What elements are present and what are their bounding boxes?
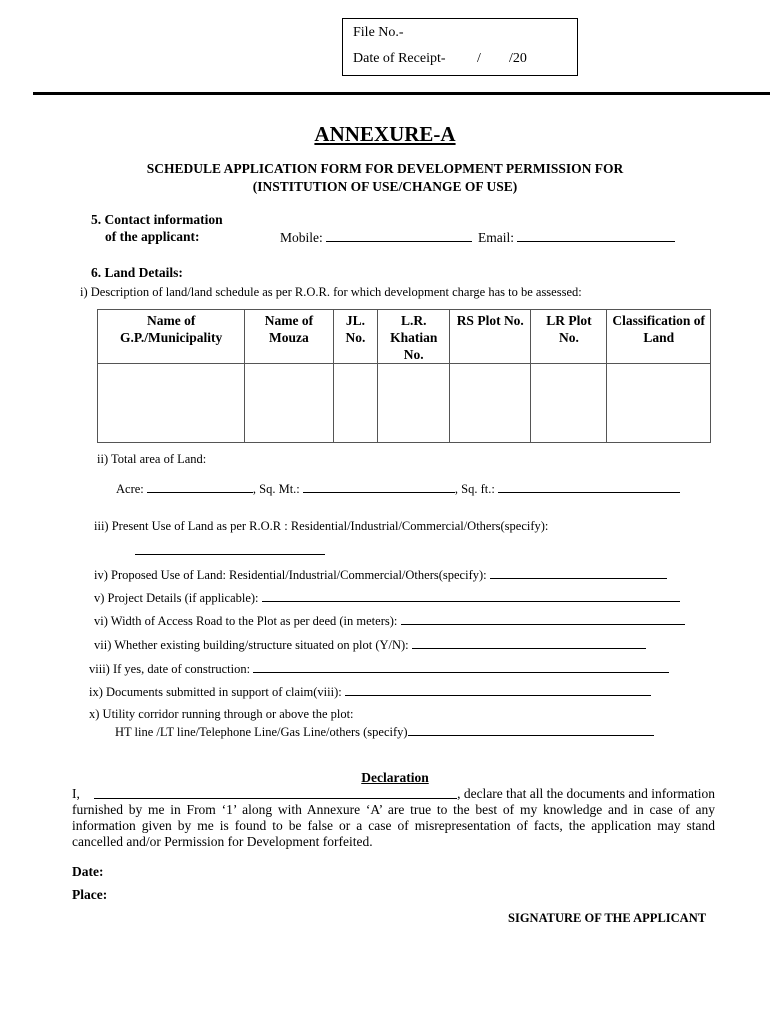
sqmt-line[interactable] <box>303 480 455 493</box>
email-field[interactable] <box>478 229 675 246</box>
sqmt-label: , Sq. Mt.: <box>252 482 300 496</box>
table-row[interactable] <box>98 364 711 443</box>
cell-lr-plot-no[interactable] <box>531 364 607 443</box>
col-classification: Classification of Land <box>607 310 711 364</box>
declaration-first-line <box>72 786 715 802</box>
land-description: i) Description of land/land schedule as per R.O.R. for which development charge has to be assessed: <box>80 285 582 299</box>
total-area-label: ii) Total area of Land: <box>97 452 207 466</box>
acre-label: Acre: <box>116 482 144 496</box>
place-label: Place: <box>72 887 108 902</box>
proposed-use-field[interactable] <box>94 566 667 583</box>
col-mouza: Name of Mouza <box>245 310 333 364</box>
mobile-line[interactable] <box>326 229 472 242</box>
contact-heading-1: 5. Contact information <box>91 212 223 227</box>
file-info-box <box>342 18 578 76</box>
utility-field[interactable] <box>115 723 654 740</box>
cell-jl-no[interactable] <box>333 364 378 443</box>
access-road-line[interactable] <box>401 612 685 625</box>
date-slash: / <box>477 51 481 66</box>
cell-gp-municipality[interactable] <box>98 364 245 443</box>
project-details-label: v) Project Details (if applicable): <box>94 591 259 605</box>
email-label: Email: <box>478 230 514 245</box>
file-no-label: File No.- <box>353 25 404 40</box>
date-year: /20 <box>509 51 527 66</box>
col-khatian-no: L.R. Khatian No. <box>378 310 450 364</box>
contact-heading-2: of the applicant: <box>105 229 200 244</box>
mobile-label: Mobile: <box>280 230 323 245</box>
project-details-line[interactable] <box>262 589 680 602</box>
construction-date-line[interactable] <box>253 660 669 673</box>
documents-field[interactable] <box>89 683 651 700</box>
cell-mouza[interactable] <box>245 364 333 443</box>
sqft-label: , Sq. ft.: <box>454 482 495 496</box>
documents-line[interactable] <box>345 683 651 696</box>
present-use-line[interactable] <box>135 542 325 555</box>
signature-label: SIGNATURE OF THE APPLICANT <box>508 911 707 925</box>
header-rule <box>33 92 770 95</box>
land-heading: 6. Land Details: <box>91 265 183 280</box>
documents-label: ix) Documents submitted in support of claim(viii): <box>89 685 342 699</box>
acre-line[interactable] <box>147 480 253 493</box>
declaration-text <box>72 786 715 850</box>
utility-label: HT line /LT line/Telephone Line/Gas Line/others (specify) <box>115 725 408 739</box>
declaration-prefix: I, <box>72 786 80 801</box>
cell-khatian-no[interactable] <box>378 364 450 443</box>
declaration-body: furnished by me in From ‘1’ along with Annexure ‘A’ are true to the best of my knowledge and in case of any information given by me is found to be false or a case of misrepresentation of facts, the application may stand cancelled and/or Permission for Development forfeited. <box>72 802 715 849</box>
land-schedule-table <box>97 309 711 443</box>
date-of-receipt-label: Date of Receipt- <box>353 51 446 66</box>
project-details-field[interactable] <box>94 589 680 606</box>
col-lr-plot-no: LR Plot No. <box>531 310 607 364</box>
email-line[interactable] <box>517 229 675 242</box>
construction-date-field[interactable] <box>89 660 669 677</box>
existing-building-label: vii) Whether existing building/structure situated on plot (Y/N): <box>94 638 409 652</box>
col-gp-municipality: Name of G.P./Municipality <box>98 310 245 364</box>
cell-classification[interactable] <box>607 364 711 443</box>
subtitle-line-2: (INSTITUTION OF USE/CHANGE OF USE) <box>252 179 518 194</box>
date-label: Date: <box>72 864 104 879</box>
cell-rs-plot-no[interactable] <box>450 364 531 443</box>
existing-building-line[interactable] <box>412 636 646 649</box>
present-use-label: iii) Present Use of Land as per R.O.R : Residential/Industrial/Commercial/Others(specify): <box>94 519 549 533</box>
mobile-field[interactable] <box>280 229 472 246</box>
proposed-use-label: iv) Proposed Use of Land: Residential/Industrial/Commercial/Others(specify): <box>94 568 487 582</box>
col-rs-plot-no: RS Plot No. <box>450 310 531 364</box>
proposed-use-line[interactable] <box>490 566 667 579</box>
form-subtitle <box>0 160 770 196</box>
construction-date-label: viii) If yes, date of construction: <box>89 662 251 676</box>
existing-building-field[interactable] <box>94 636 646 653</box>
declarant-name-line[interactable] <box>94 786 457 799</box>
subtitle-line-1: SCHEDULE APPLICATION FORM FOR DEVELOPMENT PERMISSION FOR <box>146 161 624 176</box>
utility-line[interactable] <box>408 723 654 736</box>
access-road-field[interactable] <box>94 612 685 629</box>
col-jl-no: JL. No. <box>333 310 378 364</box>
access-road-label: vi) Width of Access Road to the Plot as per deed (in meters): <box>94 614 398 628</box>
declaration-title: Declaration <box>361 770 429 785</box>
page-title: ANNEXURE-A <box>314 122 456 146</box>
sqft-line[interactable] <box>498 480 680 493</box>
declaration-line1-end: , declare that all the documents and information <box>457 786 715 801</box>
table-header-row <box>98 310 711 364</box>
utility-heading: x) Utility corridor running through or above the plot: <box>89 707 354 721</box>
area-fields <box>116 480 680 497</box>
